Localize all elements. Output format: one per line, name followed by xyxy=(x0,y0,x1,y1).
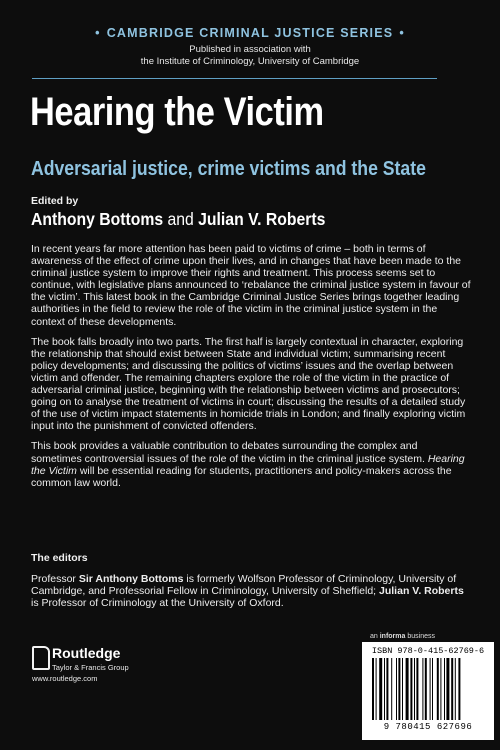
editors-bio xyxy=(31,573,471,609)
barcode-stripe xyxy=(446,658,449,720)
series-heading xyxy=(0,26,500,40)
editor-1: Anthony Bottoms xyxy=(31,209,164,229)
barcode-stripe xyxy=(422,658,423,720)
barcode-stripe xyxy=(416,658,418,720)
barcode-stripe xyxy=(458,658,460,720)
publisher-subtitle: Taylor & Francis Group xyxy=(52,663,129,672)
barcode-stripe xyxy=(398,658,400,720)
published-line-1: Published in association with xyxy=(189,44,311,55)
series-name: CAMBRIDGE CRIMINAL JUSTICE SERIES xyxy=(106,26,394,40)
blurb-p3-text-b: will be essential reading for students, practitioners and policy-makers across the common law world. xyxy=(31,464,452,489)
barcode-stripe xyxy=(440,658,441,720)
informa-brand: informa xyxy=(379,633,406,640)
editor-conjunction: and xyxy=(167,209,194,229)
published-line-2: the Institute of Criminology, University of Cambridge xyxy=(140,56,360,67)
book-title: Hearing the Victim xyxy=(30,90,324,134)
blurb-paragraph-2: The book falls broadly into two parts. The first half is largely contextual in character, exploring the relationship that should exist between State and individual victim; summarising recent policy developments; and discussing the politics of victims’ issues and the overlap between victim and offender. The remaining chapters explore the role of the victim in the practice of adversarial criminal justice, beginning with the relationship between victims and prosecutors; going on to analyse the treatment of victims in court; discussing the results of a detailed study of the use of victim impact statements in homicide trials in London; and finally exploring victim input into the punishment of convicted offenders. xyxy=(31,335,466,433)
barcode-stripe xyxy=(455,658,456,720)
barcode-stripe xyxy=(396,658,397,720)
isbn-number: 9 780415 627696 xyxy=(383,722,473,732)
barcode-stripe xyxy=(379,658,382,720)
publication-note xyxy=(0,44,500,68)
barcode-stripe xyxy=(432,658,433,720)
informa-prefix: an xyxy=(370,633,380,640)
barcode-stripe xyxy=(444,658,445,720)
editors-line xyxy=(31,209,325,230)
barcode-stripe xyxy=(391,658,392,720)
informa-note xyxy=(370,633,435,640)
barcode-stripe xyxy=(384,658,385,720)
barcode-stripe xyxy=(437,658,439,720)
editor-2: Julian V. Roberts xyxy=(198,209,326,229)
edited-by-label: Edited by xyxy=(31,195,79,207)
barcode-stripe xyxy=(425,658,427,720)
blurb-paragraph-3 xyxy=(31,440,471,488)
publisher-name: Routledge xyxy=(52,645,121,661)
book-subtitle: Adversarial justice, crime victims and the State xyxy=(31,157,426,180)
divider xyxy=(32,78,437,79)
bullet-icon: • xyxy=(95,26,101,40)
bio-name-2: Julian V. Roberts xyxy=(379,585,464,598)
bio-text-2: is formerly Wolfson Professor of Criminology, University of Cambridge, and Professorial Fellow in Criminology, University of Sheffield; xyxy=(31,573,457,598)
barcode-stripe xyxy=(386,658,388,720)
routledge-logo-icon xyxy=(32,646,50,670)
bio-text-3: is Professor of Criminology at the University of Oxford. xyxy=(31,597,284,610)
bullet-icon: • xyxy=(399,26,405,40)
bio-text-1: Professor xyxy=(31,573,79,585)
barcode-stripe xyxy=(430,658,431,720)
barcode-stripe xyxy=(451,658,453,720)
barcode-stripe xyxy=(406,658,409,720)
blurb-paragraph-1: In recent years far more attention has been paid to victims of crime – both in terms of awareness of the effect of crime upon their lives, and in changes that have been made to the criminal justice system to improve their rights and treatment. This process seems set to continue, with legislative plans announced to ‘rebalance the criminal justice system in favour of the victim’. This latest book in the Cambridge Criminal Justice Series brings together leading authorities in the field to review the role of the victim in the criminal justice system in the context of these developments. xyxy=(31,243,471,328)
barcode-bars-icon xyxy=(372,658,484,720)
barcode-stripe xyxy=(414,658,415,720)
barcode-stripe xyxy=(402,658,403,720)
barcode-stripe xyxy=(376,658,377,720)
blurb-p3-text-a: This book provides a valuable contribution to debates surrounding the complex and sometimes controversial issues of the role of the victim in the criminal justice system. xyxy=(31,440,428,465)
blurb xyxy=(31,243,471,497)
blurb-p3-title: Hearing the Victim xyxy=(31,452,465,477)
bio-name-1: Sir Anthony Bottoms xyxy=(78,573,184,585)
barcode xyxy=(362,642,494,740)
editors-heading: The editors xyxy=(31,552,88,564)
informa-suffix: business xyxy=(405,633,435,640)
barcode-stripe xyxy=(410,658,412,720)
isbn-label: ISBN 978-0-415-62769-6 xyxy=(371,646,485,656)
publisher-url: www.routledge.com xyxy=(32,674,98,683)
barcode-stripe xyxy=(372,658,374,720)
